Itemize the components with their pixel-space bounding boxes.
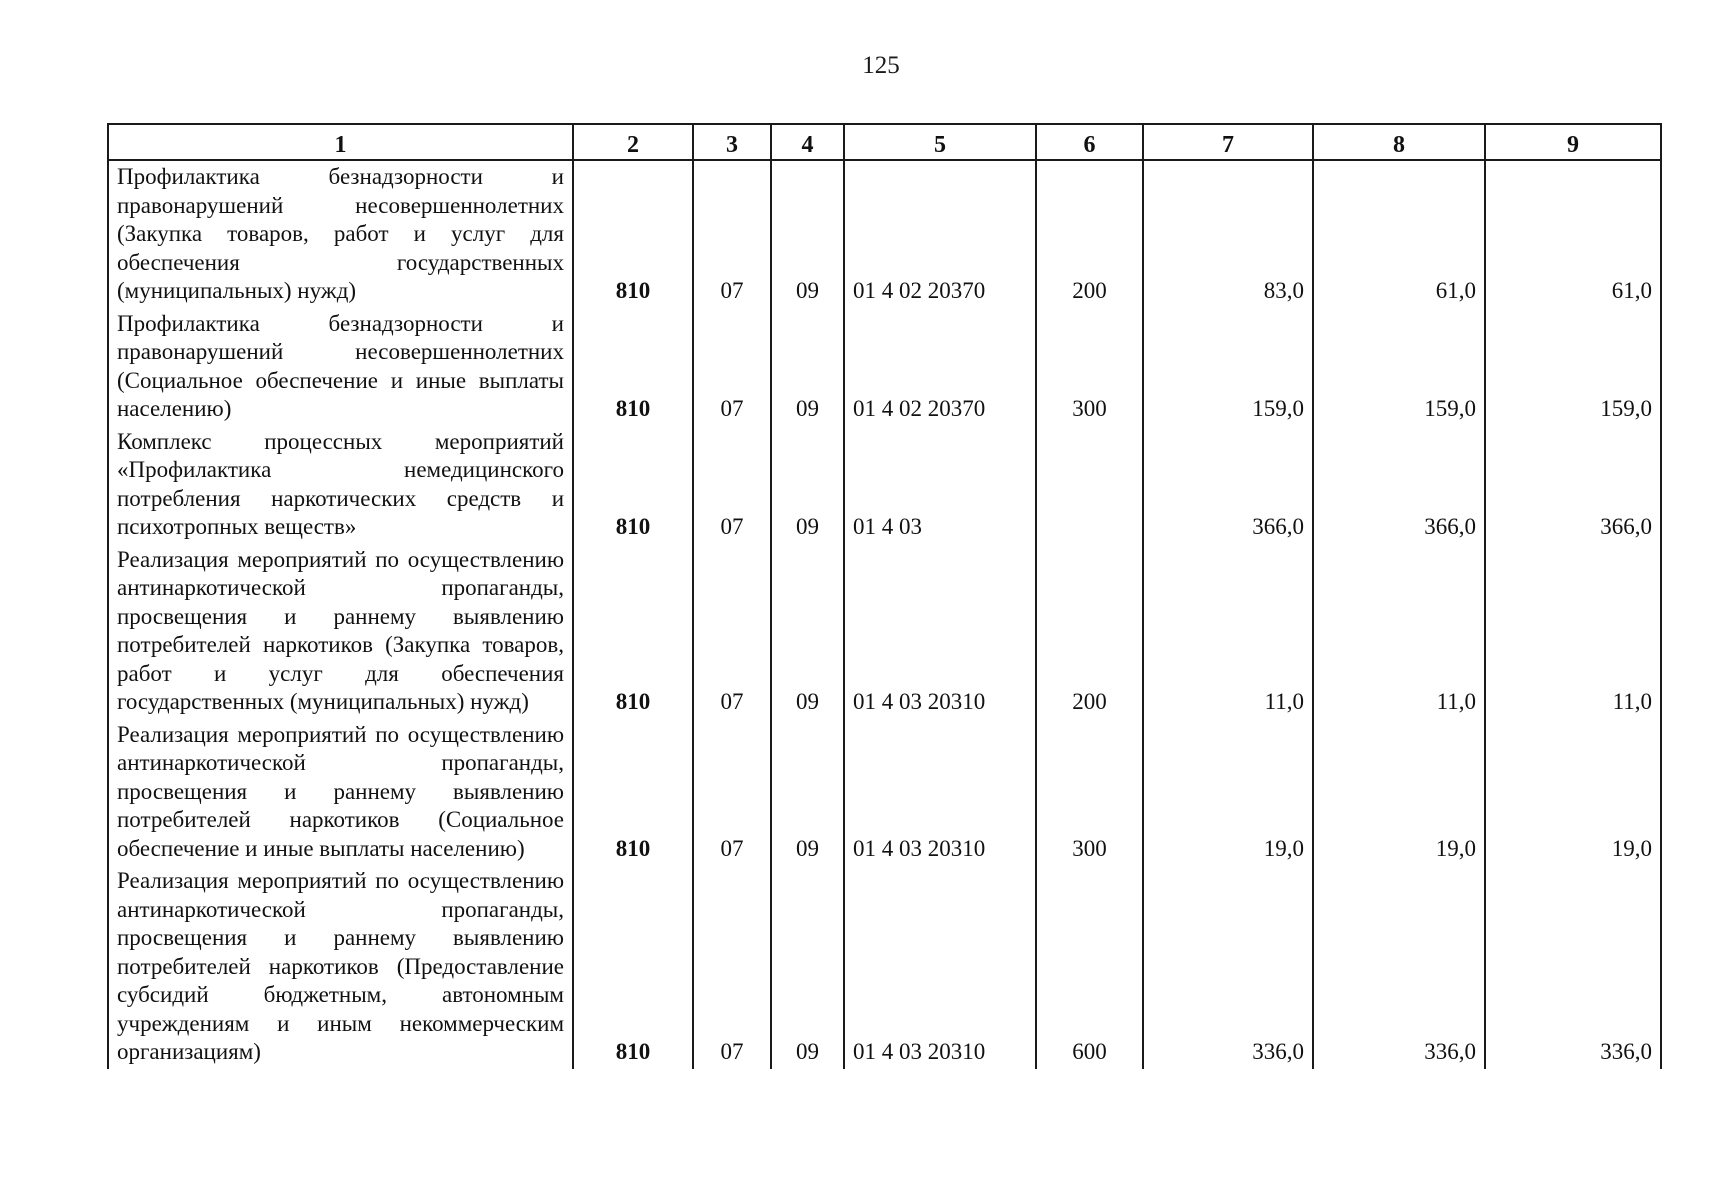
ministry-code: 810	[573, 160, 693, 308]
budget-table	[107, 123, 1662, 1069]
expense-type-code: 200	[1036, 160, 1143, 308]
amount-col9: 19,0	[1485, 719, 1661, 866]
expense-type-code: 600	[1036, 865, 1143, 1069]
amount-col7: 11,0	[1143, 544, 1313, 719]
amount-col8: 11,0	[1313, 544, 1485, 719]
column-header: 8	[1313, 124, 1485, 160]
row-description: Реализация мероприятий по осуществлению антинаркотической пропаганды, просвещения и раннему выявлению потребителей наркотиков (Закупка товаров, работ и услуг для обеспечения государственных (муниципальных) нужд)	[108, 544, 573, 719]
table-row	[108, 308, 1661, 426]
column-header: 6	[1036, 124, 1143, 160]
section-code: 07	[693, 865, 771, 1069]
section-code: 07	[693, 544, 771, 719]
table-row	[108, 160, 1661, 308]
amount-col9: 61,0	[1485, 160, 1661, 308]
amount-col7: 336,0	[1143, 865, 1313, 1069]
budget-table-container	[107, 123, 1660, 1069]
ministry-code: 810	[573, 308, 693, 426]
target-article-code: 01 4 02 20370	[844, 308, 1036, 426]
subsection-code: 09	[771, 544, 844, 719]
amount-col8: 159,0	[1313, 308, 1485, 426]
column-header: 5	[844, 124, 1036, 160]
target-article-code: 01 4 03 20310	[844, 865, 1036, 1069]
expense-type-code: 300	[1036, 308, 1143, 426]
section-code: 07	[693, 426, 771, 544]
table-row	[108, 544, 1661, 719]
amount-col7: 19,0	[1143, 719, 1313, 866]
ministry-code: 810	[573, 865, 693, 1069]
page-number: 125	[862, 52, 900, 79]
amount-col8: 336,0	[1313, 865, 1485, 1069]
column-header: 2	[573, 124, 693, 160]
subsection-code: 09	[771, 160, 844, 308]
subsection-code: 09	[771, 308, 844, 426]
amount-col9: 366,0	[1485, 426, 1661, 544]
column-header: 1	[108, 124, 573, 160]
target-article-code: 01 4 02 20370	[844, 160, 1036, 308]
column-header: 3	[693, 124, 771, 160]
column-header: 4	[771, 124, 844, 160]
row-description: Реализация мероприятий по осуществлению антинаркотической пропаганды, просвещения и раннему выявлению потребителей наркотиков (Предоставление субсидий бюджетным, автономным учреждениям и иным некоммерческим организациям)	[108, 865, 573, 1069]
column-header: 9	[1485, 124, 1661, 160]
table-row	[108, 865, 1661, 1069]
row-description: Профилактика безнадзорности и правонарушений несовершеннолетних (Социальное обеспечение и иные выплаты населению)	[108, 308, 573, 426]
table-row	[108, 719, 1661, 866]
row-description: Комплекс процессных мероприятий «Профилактика немедицинского потребления наркотических средств и психотропных веществ»	[108, 426, 573, 544]
amount-col8: 19,0	[1313, 719, 1485, 866]
target-article-code: 01 4 03 20310	[844, 719, 1036, 866]
target-article-code: 01 4 03 20310	[844, 544, 1036, 719]
amount-col7: 366,0	[1143, 426, 1313, 544]
amount-col7: 159,0	[1143, 308, 1313, 426]
amount-col7: 83,0	[1143, 160, 1313, 308]
amount-col8: 61,0	[1313, 160, 1485, 308]
target-article-code: 01 4 03	[844, 426, 1036, 544]
section-code: 07	[693, 719, 771, 866]
subsection-code: 09	[771, 865, 844, 1069]
amount-col9: 159,0	[1485, 308, 1661, 426]
amount-col9: 336,0	[1485, 865, 1661, 1069]
header-row	[108, 124, 1661, 160]
section-code: 07	[693, 308, 771, 426]
row-description: Профилактика безнадзорности и правонарушений несовершеннолетних (Закупка товаров, работ и услуг для обеспечения государственных (муниципальных) нужд)	[108, 160, 573, 308]
column-header: 7	[1143, 124, 1313, 160]
table-row	[108, 426, 1661, 544]
subsection-code: 09	[771, 719, 844, 866]
expense-type-code	[1036, 426, 1143, 544]
ministry-code: 810	[573, 544, 693, 719]
row-description: Реализация мероприятий по осуществлению антинаркотической пропаганды, просвещения и раннему выявлению потребителей наркотиков (Социальное обеспечение и иные выплаты населению)	[108, 719, 573, 866]
amount-col8: 366,0	[1313, 426, 1485, 544]
subsection-code: 09	[771, 426, 844, 544]
amount-col9: 11,0	[1485, 544, 1661, 719]
ministry-code: 810	[573, 426, 693, 544]
section-code: 07	[693, 160, 771, 308]
ministry-code: 810	[573, 719, 693, 866]
expense-type-code: 200	[1036, 544, 1143, 719]
expense-type-code: 300	[1036, 719, 1143, 866]
